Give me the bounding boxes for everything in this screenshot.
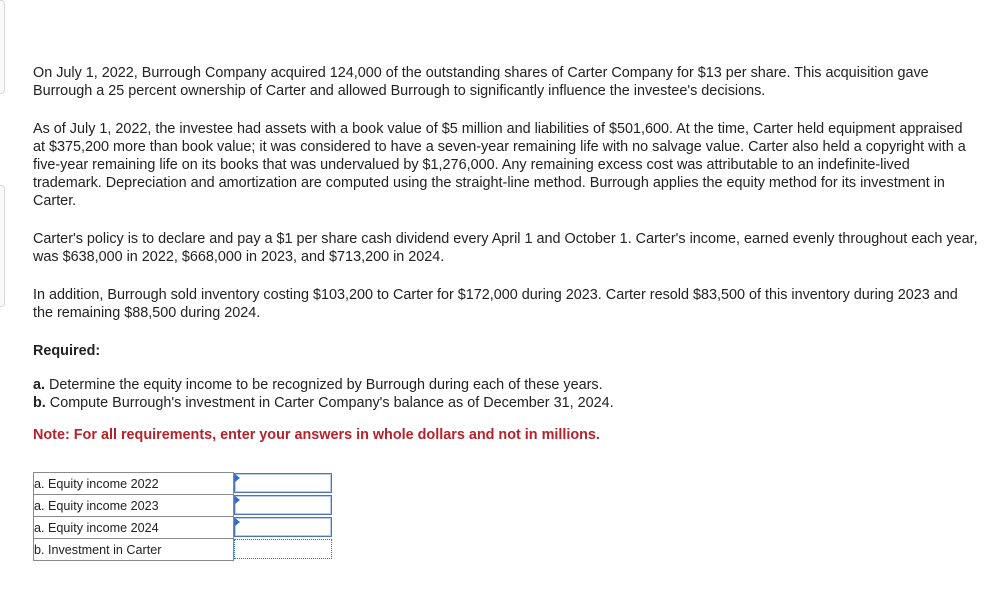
- requirement-b: [33, 394, 978, 412]
- answer-label: b. Investment in Carter: [34, 539, 234, 561]
- left-edge-tab: [0, 0, 5, 94]
- answer-cell: [234, 473, 335, 495]
- table-row: [34, 517, 335, 539]
- input-wrapper: [234, 517, 334, 539]
- equity-income-2022-input[interactable]: [234, 473, 332, 493]
- cell-marker-icon: [235, 518, 240, 526]
- answer-label: a. Equity income 2023: [34, 495, 234, 517]
- problem-content: [33, 64, 978, 561]
- problem-paragraph-1: On July 1, 2022, Burrough Company acquired 124,000 of the outstanding shares of Carter Company for $13 per share. This acquisition gave Burrough a 25 percent ownership of Carter and allowed Burrough to significantly influence the investee's decisions.: [33, 65, 929, 99]
- cell-marker-icon: [235, 496, 240, 504]
- answer-cell: [234, 539, 335, 561]
- answer-label: a. Equity income 2022: [34, 473, 234, 495]
- requirement-text: Compute Burrough's investment in Carter Company's balance as of December 31, 2024.: [49, 395, 614, 411]
- table-row: [34, 473, 335, 495]
- requirement-a: [33, 376, 978, 394]
- note-text: Note: For all requirements, enter your answers in whole dollars and not in millions.: [33, 427, 600, 443]
- input-wrapper: [234, 495, 334, 517]
- requirements-list: [33, 376, 978, 412]
- input-wrapper: [234, 473, 334, 495]
- problem-paragraph-2: As of July 1, 2022, the investee had assets with a book value of $5 million and liabilities of $501,600. At the time, Carter held equipment appraised at $375,200 more than book value; it was considered to have a seven-year remaining life with no salvage value. Carter also held a copyright with a five-year remaining life on its books that was undervalued by $1,276,000. Any remaining excess cost was attributable to an indefinite-lived trademark. Depreciation and amortization are computed using the straight-line method. Burrough applies the equity method for its investment in Carter.: [33, 121, 966, 209]
- requirement-text: Determine the equity income to be recognized by Burrough during each of these years.: [49, 377, 603, 393]
- answer-table: [33, 472, 335, 561]
- problem-paragraph-4: In addition, Burrough sold inventory costing $103,200 to Carter for $172,000 during 2023. Carter resold $83,500 of this inventory during 2023 and the remaining $88,500 during 2024.: [33, 287, 958, 321]
- equity-income-2024-input[interactable]: [234, 517, 332, 537]
- input-wrapper: [234, 539, 334, 561]
- equity-income-2023-input[interactable]: [234, 495, 332, 515]
- requirement-letter: a.: [33, 377, 46, 393]
- answer-cell: [234, 517, 335, 539]
- left-edge-tab: [0, 185, 5, 307]
- table-row: [34, 539, 335, 561]
- requirement-letter: b.: [33, 395, 46, 411]
- required-heading: Required:: [33, 343, 101, 359]
- answer-cell: [234, 495, 335, 517]
- table-row: [34, 495, 335, 517]
- answer-label: a. Equity income 2024: [34, 517, 234, 539]
- investment-in-carter-input[interactable]: [234, 539, 332, 559]
- problem-paragraph-3: Carter's policy is to declare and pay a $1 per share cash dividend every April 1 and October 1. Carter's income, earned evenly throughout each year, was $638,000 in 2022, $668,000 in 2023, and $713,200 in 2024.: [33, 231, 978, 265]
- cell-marker-icon: [235, 474, 240, 482]
